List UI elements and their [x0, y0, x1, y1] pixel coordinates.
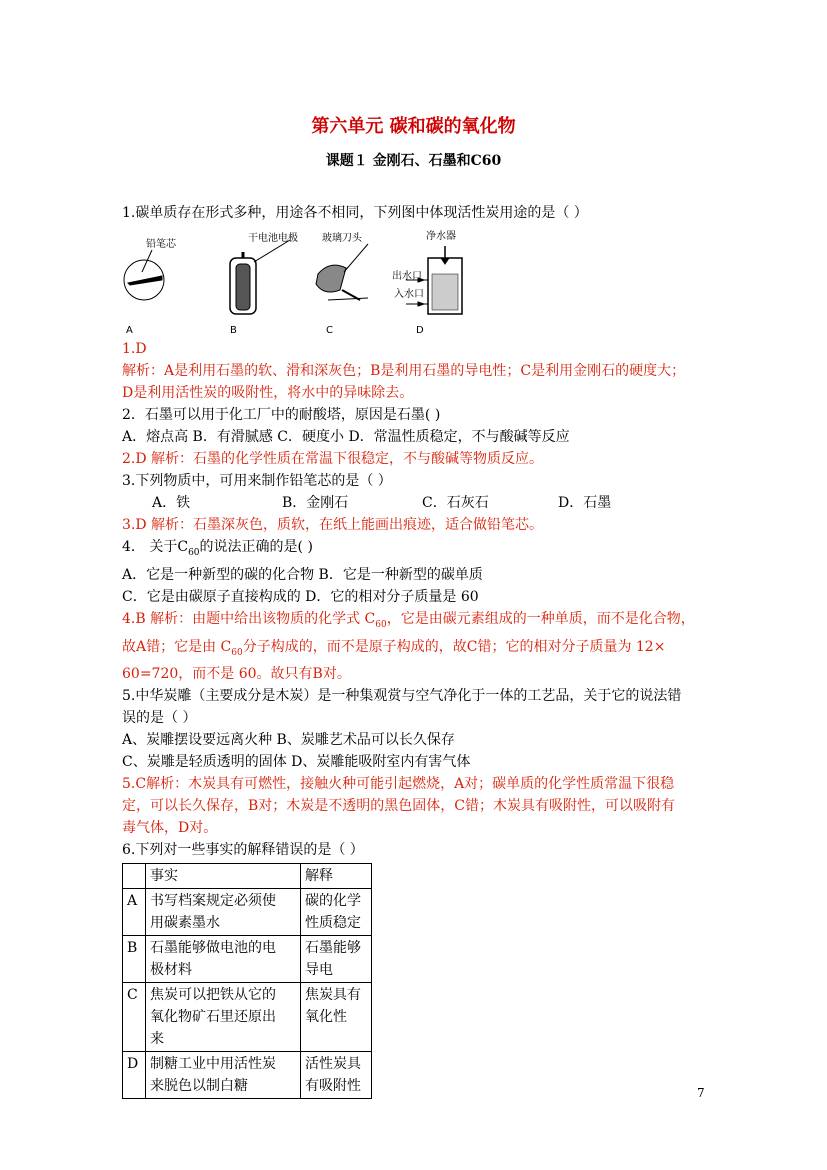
q5-stem-line-1: 5.中华炭雕（主要成分是木炭）是一种集观赏与空气净化于一体的工艺品，关于它的说法错 — [122, 688, 682, 705]
lesson-subtitle: 课题１ 金刚石、石墨和C60 — [325, 153, 502, 169]
q4-options-line-1: A．它是一种新型的碳的化合物 B．它是一种新型的碳单质 — [122, 566, 483, 583]
row-fact: 书写档案规定必须使 用碳素墨水 — [146, 889, 301, 936]
q4-analysis-line-2: 故A错；它是由 $C_{60}$分子构成的，而不是原子构成的，故C错；它的相对分子质量为 12× — [122, 638, 666, 658]
figure-letter-a: A — [126, 325, 133, 336]
row-fact: 石墨能够做电池的电 极材料 — [146, 936, 301, 983]
row-explanation: 石墨能够 导电 — [301, 936, 372, 983]
q1-figure — [122, 228, 712, 336]
unit-title: 第六单元 碳和碳的氧化物 — [311, 116, 516, 137]
q1-stem: 1.碳单质存在形式多种，用途各不相同，下列图中体现活性炭用途的是（ ） — [122, 205, 588, 221]
q5-analysis-line-3: 毒气体，D对。 — [122, 820, 218, 837]
q5-options-line-2: C、炭雕是轻质透明的固体 D、炭雕能吸附室内有害气体 — [122, 754, 471, 771]
q5-analysis-line-1: 5.C解析：木炭具有可燃性，接触火种可能引起燃烧，A对；碳单质的化学性质常温下很稳 — [122, 776, 675, 793]
figure-letter-d: D — [416, 325, 424, 336]
q4-analysis-line-3: 60=720，而不是 60。故只有B对。 — [122, 666, 351, 683]
table-header-cell: 解释 — [301, 864, 372, 889]
q2-analysis: 2.D 解析：石墨的化学性质在常温下很稳定，不与酸碱等物质反应。 — [122, 451, 544, 467]
q3-option-d: D．石墨 — [558, 495, 612, 511]
label-outlet: 出水口 — [392, 271, 422, 282]
q5-stem-line-2: 误的是（ ） — [122, 710, 197, 727]
q1-answer: 1.D — [122, 341, 147, 357]
q6-stem: 6.下列对一些事实的解释错误的是（ ） — [122, 842, 364, 859]
table-row — [123, 936, 372, 983]
row-fact: 制糖工业中用活性炭 来脱色以制白糖 — [146, 1052, 301, 1099]
facts-table — [122, 863, 372, 1099]
q4-stem: 4． 关于$C_{60}$的说法正确的是( ) — [122, 539, 313, 558]
q3-stem: 3.下列物质中，可用来制作铅笔芯的是（ ） — [122, 473, 392, 489]
figure-b-battery — [230, 240, 290, 314]
q3-analysis: 3.D 解析：石墨深灰色，质软，在纸上能画出痕迹，适合做铅笔芯。 — [122, 517, 544, 533]
label-inlet: 入水口 — [394, 289, 424, 300]
table-row — [123, 983, 372, 1052]
q3-option-a: A．铁 — [152, 495, 191, 511]
row-explanation: 碳的化学 性质稳定 — [301, 889, 372, 936]
table-header-cell — [123, 864, 146, 889]
row-letter: C — [123, 983, 146, 1052]
q4-options-line-2: C．它是由碳原子直接构成的 D．它的相对分子质量是 60 — [122, 588, 479, 605]
figure-a-pencil — [124, 250, 164, 300]
q3-option-b: B．金刚石 — [282, 495, 349, 511]
row-fact: 焦炭可以把铁从它的 氧化物矿石里还原出 来 — [146, 983, 301, 1052]
row-letter: D — [123, 1052, 146, 1099]
q3-options — [122, 492, 712, 514]
q2-stem: 2．石墨可以用于化工厂中的耐酸塔，原因是石墨( ) — [122, 407, 441, 423]
row-letter: B — [123, 936, 146, 983]
figure-letter-c: C — [326, 325, 333, 336]
q1-analysis-line-2: D是利用活性炭的吸附性，将水中的异味除去。 — [122, 385, 414, 401]
q3-option-c: C．石灰石 — [422, 495, 489, 511]
q4-analysis-line-1: 4.B 解析：由题中给出该物质的化学式 $C_{60}$，它是由碳元素组成的一种单质，而不是化合物， — [122, 610, 695, 630]
q1-analysis-line-1: 解析：A是利用石墨的软、滑和深灰色；B是利用石墨的导电性；C是利用金刚石的硬度大； — [122, 363, 686, 379]
table-row — [123, 889, 372, 936]
q5-options-line-1: A、炭雕摆设要远离火种 B、炭雕艺术品可以长久保存 — [122, 732, 455, 749]
row-explanation: 活性炭具 有吸附性 — [301, 1052, 372, 1099]
figure-letter-b: B — [230, 325, 237, 336]
table-row — [123, 1052, 372, 1099]
label-battery: 干电池电极 — [248, 233, 298, 244]
table-header-cell: 事实 — [146, 864, 301, 889]
row-letter: A — [123, 889, 146, 936]
label-pencil: 铅笔芯 — [146, 239, 176, 250]
q2-options: A．熔点高 B．有滑腻感 C．硬度小 D．常温性质稳定，不与酸碱等反应 — [122, 429, 570, 445]
figure-c-glass-cutter — [316, 244, 368, 300]
label-glass-cutter: 玻璃刀头 — [322, 233, 362, 244]
label-purifier: 净水器 — [426, 231, 456, 242]
page-number: 7 — [697, 1086, 705, 1100]
question-list — [122, 202, 712, 1099]
row-explanation: 焦炭具有 氧化性 — [301, 983, 372, 1052]
table-header-row — [123, 864, 372, 889]
q5-analysis-line-2: 定，可以长久保存，B对；木炭是不透明的黑色固体，C错；木炭具有吸附性，可以吸附有 — [122, 798, 675, 815]
